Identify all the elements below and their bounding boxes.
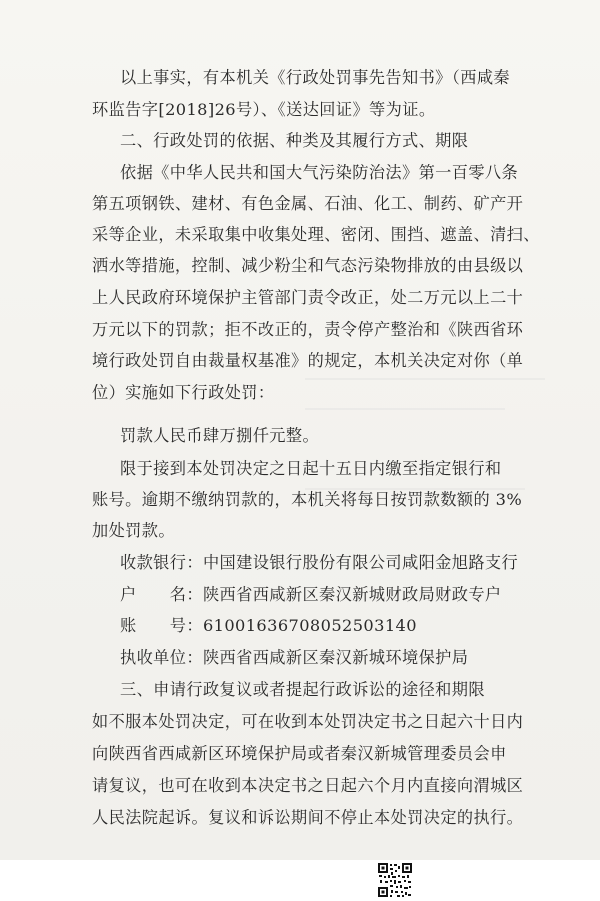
payment-executor-row — [120, 648, 468, 668]
text-line: 加处罚款。 — [92, 521, 175, 540]
text-line: 如不服本处罚决定，可在收到本处罚决定书之日起六十日内 — [92, 712, 524, 731]
payment-bank-label: 收款银行： — [120, 553, 203, 572]
payment-bank-value: 中国建设银行股份有限公司咸阳金旭路支行 — [202, 553, 519, 572]
text-line: 第五项钢铁、建材、有色金属、石油、化工、制药、矿产开 — [92, 194, 524, 213]
text-line: 依据《中华人民共和国大气污染防治法》第一百零八条 — [120, 163, 519, 182]
text-line: 洒水等措施，控制、减少粉尘和气态污染物排放的由县级以 — [92, 256, 524, 275]
payment-account-number-value: 61001636708052503140 — [202, 616, 417, 635]
fine-amount: 罚款人民币肆万捌仟元整。 — [120, 426, 320, 445]
payment-bank-row — [120, 553, 518, 573]
text-line: 位）实施如下行政处罚： — [92, 383, 275, 402]
payment-account-name-value: 陕西省西咸新区秦汉新城财政局财政专户 — [202, 585, 502, 604]
payment-executor-value: 陕西省西咸新区秦汉新城环境保护局 — [202, 648, 469, 667]
qr-code-icon — [377, 862, 413, 898]
text-line: 限于接到本处罚决定之日起十五日内缴至指定银行和 — [120, 459, 502, 478]
text-line: 请复议，也可在收到本决定书之日起六个月内直接向渭城区 — [92, 776, 524, 795]
text-line: 人民法院起诉。复议和诉讼期间不停止本处罚决定的执行。 — [92, 808, 524, 827]
section-heading: 三、申请行政复议或者提起行政诉讼的途径和期限 — [120, 680, 485, 699]
payment-executor-label: 执收单位： — [120, 648, 203, 667]
text-line: 向陕西省西咸新区环境保护局或者秦汉新城管理委员会申 — [92, 744, 507, 763]
text-line: 账号。逾期不缴纳罚款的，本机关将每日按罚款数额的 3% — [92, 490, 523, 509]
payment-account-name-label: 户 名： — [120, 585, 203, 604]
payment-account-number-label: 账 号： — [120, 616, 203, 635]
bleed-through-mark — [305, 408, 505, 410]
text-line: 采等企业，未采取集中收集处理、密闭、围挡、遮盖、清扫、 — [92, 225, 540, 244]
text-line: 环监告字[2018]26号）、《送达回证》等为证。 — [92, 100, 436, 119]
text-line: 上人民政府环境保护主管部门责令改正，处二万元以上二十 — [92, 288, 524, 307]
text-line: 以上事实，有本机关《行政处罚事先告知书》（西咸秦 — [120, 68, 510, 87]
payment-account-name-row — [120, 585, 502, 605]
page-footer-area — [0, 860, 600, 901]
text-line: 万元以下的罚款；拒不改正的，责令停产整治和《陕西省环 — [92, 320, 524, 339]
payment-account-number-row — [120, 616, 417, 636]
text-line: 境行政处罚自由裁量权基准》的规定，本机关决定对你（单 — [92, 351, 524, 370]
section-heading: 二、行政处罚的依据、种类及其履行方式、期限 — [120, 131, 469, 150]
bleed-through-mark — [305, 378, 545, 380]
